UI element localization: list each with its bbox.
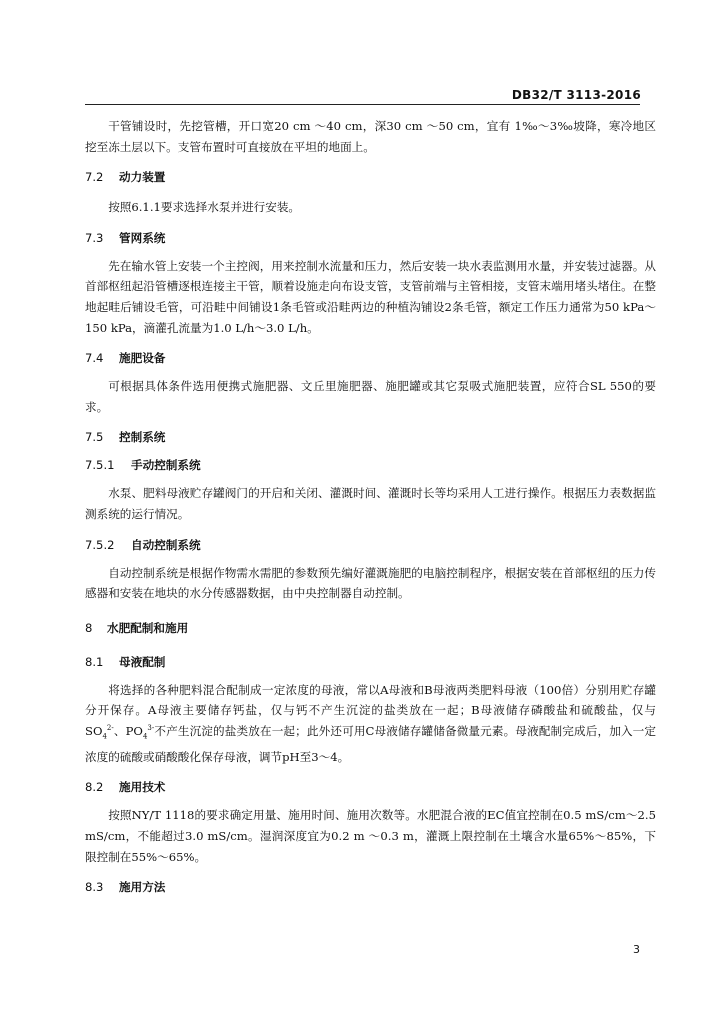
section-8-2-heading xyxy=(85,777,656,797)
section-number: 8 xyxy=(85,620,93,635)
section-number: 7.5 xyxy=(85,430,104,445)
section-7-3-heading xyxy=(85,228,656,248)
section-title: 动力装置 xyxy=(119,170,166,185)
section-title: 自动控制系统 xyxy=(131,537,201,552)
section-7-2-heading xyxy=(85,167,656,187)
section-8-3-heading xyxy=(85,877,656,897)
text-run: 不产生沉淀的盐类放在一起；此外还可用C母液储存罐储备微量元素。母液配制完成后，加入一定浓度的硫酸或硝酸酸化保存母液，调节pH至3～4。 xyxy=(85,723,657,764)
paragraph-auto-control: 自动控制系统是根据作物需水需肥的参数预先编好灌溉施肥的电脑控制程序，根据安装在首部枢纽的压力传感器和安装在地块的水分传感器数据，由中央控制器自动控制。 xyxy=(85,565,656,601)
section-7-5-2-heading xyxy=(85,535,656,555)
section-number: 8.1 xyxy=(85,654,104,669)
section-title: 施用技术 xyxy=(119,780,166,795)
paragraph-pipe-network: 先在输水管上安装一个主控阀，用来控制水流量和压力，然后安装一块水表监测用水量，并安装过滤器。从首部枢纽起沿管槽逐根连接主干管，顺着设施走向布设支管，支管前端与主管相接，支管末端用堵头堵住。在整地起畦后铺设毛管，可沿畦中间铺设1条毛管或沿畦两边的种植沟铺设2条毛管，额定工作压力通常为50 kPa～150 kPa，滴灌孔流量为1.0 L/h～3.0 L/h。 xyxy=(85,258,656,335)
paragraph-mother-liquor xyxy=(85,680,656,768)
section-title: 控制系统 xyxy=(119,430,166,445)
section-title: 手动控制系统 xyxy=(131,458,201,473)
section-number: 7.3 xyxy=(85,230,104,245)
paragraph-trunk-pipe: 干管铺设时，先挖管槽，开口宽20 cm ～40 cm，深30 cm ～50 cm，宜有 1‰～3‰坡降，寒冷地区挖至冻土层以下。支管布置时可直接放在平坦的地面上。 xyxy=(85,119,656,154)
paragraph-power: 按照6.1.1要求选择水泵并进行安装。 xyxy=(108,200,301,215)
header-rule xyxy=(85,104,640,105)
superscript: 2- xyxy=(106,724,114,733)
paragraph-application-technique: 按照NY/T 1118的要求确定用量、施用时间、施用次数等。水肥混合液的EC值宜控制在0.5 mS/cm～2.5 mS/cm，不能超过3.0 mS/cm。湿润深度宜为0.2 m ～0.3 m，灌溉上限控制在土壤含水量65%～85%，下限控制在55%～65%。 xyxy=(85,808,656,864)
section-number: 8.3 xyxy=(85,880,104,895)
section-7-5-1-heading xyxy=(85,455,656,475)
section-number: 7.2 xyxy=(85,170,104,185)
section-title: 管网系统 xyxy=(119,230,166,245)
section-7-5-heading xyxy=(85,427,656,447)
section-number: 7.5.1 xyxy=(85,458,115,473)
subscript: 4 xyxy=(102,732,107,741)
section-number: 7.5.2 xyxy=(85,537,115,552)
section-8-1-heading xyxy=(85,652,656,672)
paragraph-manual-control: 水泵、肥料母液贮存罐阀门的开启和关闭、灌溉时间、灌溉时长等均采用人工进行操作。根据压力表数据监测系统的运行情况。 xyxy=(85,486,656,521)
page-number: 3 xyxy=(633,943,640,956)
document-code: DB32/T 3113-2016 xyxy=(511,88,641,102)
text-run: 、PO xyxy=(113,723,143,738)
paragraph-fertilizer-equipment: 可根据具体条件选用便携式施肥器、文丘里施肥器、施肥罐或其它泵吸式施肥装置，应符合SL 550的要求。 xyxy=(85,379,656,414)
section-8-heading xyxy=(85,618,656,638)
superscript: 3- xyxy=(147,724,155,733)
section-title: 施用方法 xyxy=(119,880,166,895)
section-title: 施肥设备 xyxy=(119,351,166,366)
section-7-4-heading xyxy=(85,348,656,368)
text-run: 将选择的各种肥料混合配制成一定浓度的母液，常以A母液和B母液两类肥料母液（100倍）分别用贮存罐分开保存。A母液主要储存钙盐，仅与钙不产生沉淀的盐类放在一起；B母液储存磷酸盐和硫酸盐，仅与 SO xyxy=(85,682,656,738)
section-number: 7.4 xyxy=(85,351,104,366)
section-title: 母液配制 xyxy=(119,654,166,669)
section-title: 水肥配制和施用 xyxy=(107,620,189,635)
subscript: 4 xyxy=(142,732,148,741)
section-number: 8.2 xyxy=(85,780,104,795)
page-body xyxy=(85,116,656,897)
